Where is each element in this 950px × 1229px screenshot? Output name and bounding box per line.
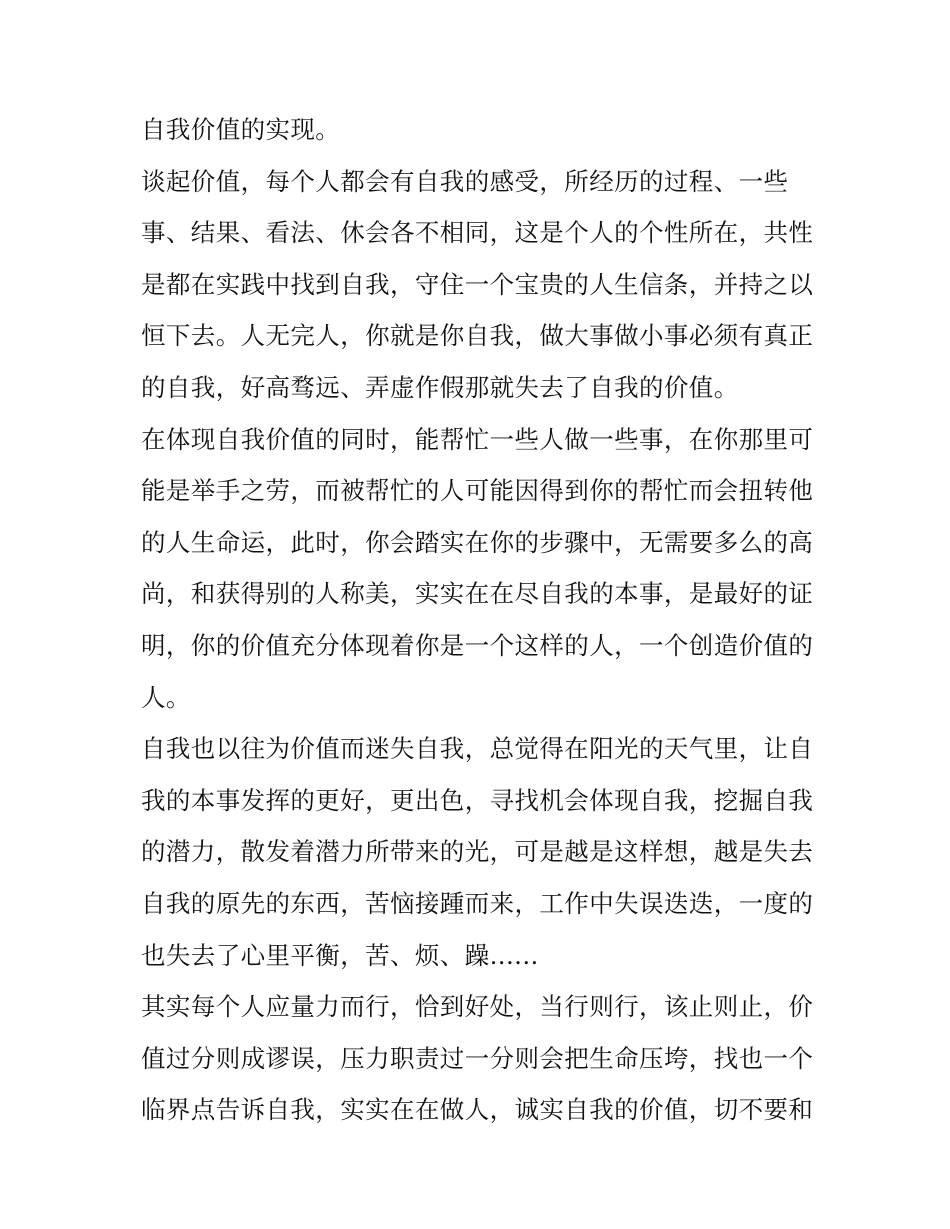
text-line: 能是举手之劳，而被帮忙的人可能因得到你的帮忙而会扭转他 [141, 476, 814, 506]
text-line: 自我的原先的东西，苦恼接踵而来，工作中失误迭迭，一度的 [141, 888, 814, 918]
text-line: 在体现自我价值的同时，能帮忙一些人做一些事，在你那里可 [141, 424, 814, 454]
text-line: 也失去了心里平衡，苦、烦、躁...... [141, 940, 539, 970]
text-line: 恒下去。人无完人，你就是你自我，做大事做小事必须有真正 [141, 321, 814, 351]
body-text [141, 104, 821, 1136]
text-line: 自我也以往为价值而迷失自我，总觉得在阳光的天气里，让自 [141, 734, 814, 764]
text-line: 的潜力，散发着潜力所带来的光，可是越是这样想，越是失去 [141, 837, 814, 867]
text-line: 自我价值的实现。 [141, 115, 341, 144]
text-line: 其实每个人应量力而行，恰到好处，当行则行，该止则止，价 [141, 992, 814, 1022]
text-line: 是都在实践中找到自我，守住一个宝贵的人生信条，并持之以 [141, 269, 814, 299]
text-line: 明，你的价值充分体现着你是一个这样的人，一个创造价值的 [141, 630, 814, 660]
text-line: 尚，和获得别的人称美，实实在在尽自我的本事，是最好的证 [141, 579, 814, 609]
text-line: 临界点告诉自我，实实在在做人，诚实自我的价值，切不要和 [141, 1095, 814, 1125]
text-line: 人。 [141, 682, 191, 712]
text-line: 值过分则成谬误，压力职责过一分则会把生命压垮，找也一个 [141, 1043, 814, 1073]
text-line: 谈起价值，每个人都会有自我的感受，所经历的过程、一些 [141, 166, 789, 196]
text-line: 的自我，好高骛远、弄虚作假那就失去了自我的价值。 [141, 372, 739, 402]
text-line: 的人生命运，此时，你会踏实在你的步骤中，无需要多么的高 [141, 527, 814, 557]
text-line: 我的本事发挥的更好，更出色，寻找机会体现自我，挖掘自我 [141, 785, 814, 815]
text-line: 事、结果、看法、休会各不相同，这是个人的个性所在，共性 [141, 218, 814, 248]
